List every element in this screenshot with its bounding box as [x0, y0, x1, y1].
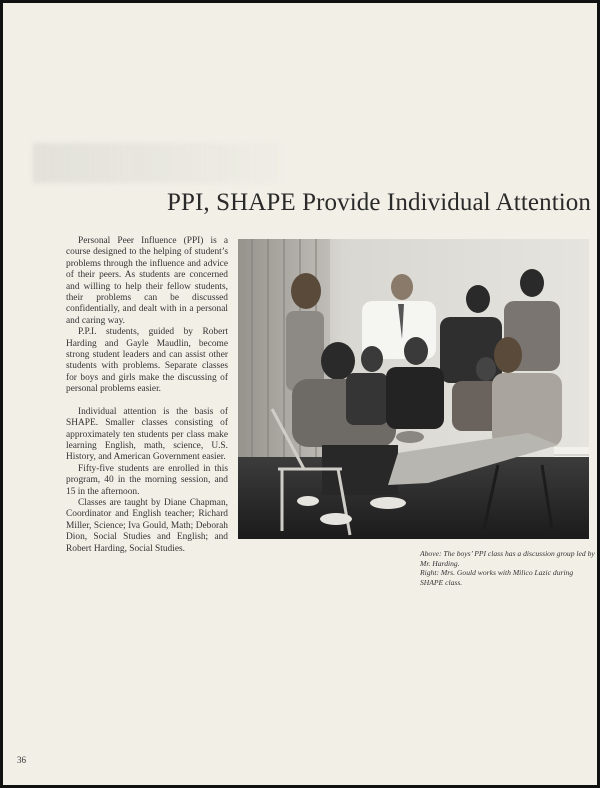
caption-above: Above: The boys’ PPI class has a discussion group led by Mr. Harding. [420, 549, 595, 568]
page-number: 36 [17, 755, 26, 765]
photo-caption [420, 549, 595, 587]
show-through-text [33, 143, 283, 183]
paragraph-shape-intro: Individual attention is the basis of SHAPE. Smaller classes consisting of approximately ten students per class make learning English, math, science, U.S. History, and American Government easier. [66, 406, 228, 463]
article-body [66, 236, 228, 555]
page-title: PPI, SHAPE Provide Individual Attention [166, 189, 591, 216]
paragraph-teachers: Classes are taught by Diane Chapman, Coordinator and English teacher; Richard Miller, Science; Iva Gould, Math; Deborah Dion, Social Studies and English; and Robert Harding, Social Studies. [66, 497, 228, 554]
paragraph-enrollment: Fifty-five students are enrolled in this program, 40 in the morning session, and 15 in the afternoon. [66, 463, 228, 497]
class-photo [238, 239, 589, 539]
caption-right: Right: Mrs. Gould works with Milico Lazic during SHAPE class. [420, 568, 574, 587]
paragraph-ppi-intro: Personal Peer Influence (PPI) is a course designed to the helping of student’s problems through the influence and advice of their peers. As students are concerned and willing to help their fellow students, their problems can be discussed confidentially, and dealt with in a personal and caring way. [66, 236, 228, 326]
photo-image [238, 239, 589, 539]
paragraph-ppi-leaders: P.P.I. students, guided by Robert Harding and Gayle Maudlin, become strong student leaders and can assist other students with problems. Separate classes for boys and girls make the discussing of personal problems easier. [66, 327, 228, 395]
